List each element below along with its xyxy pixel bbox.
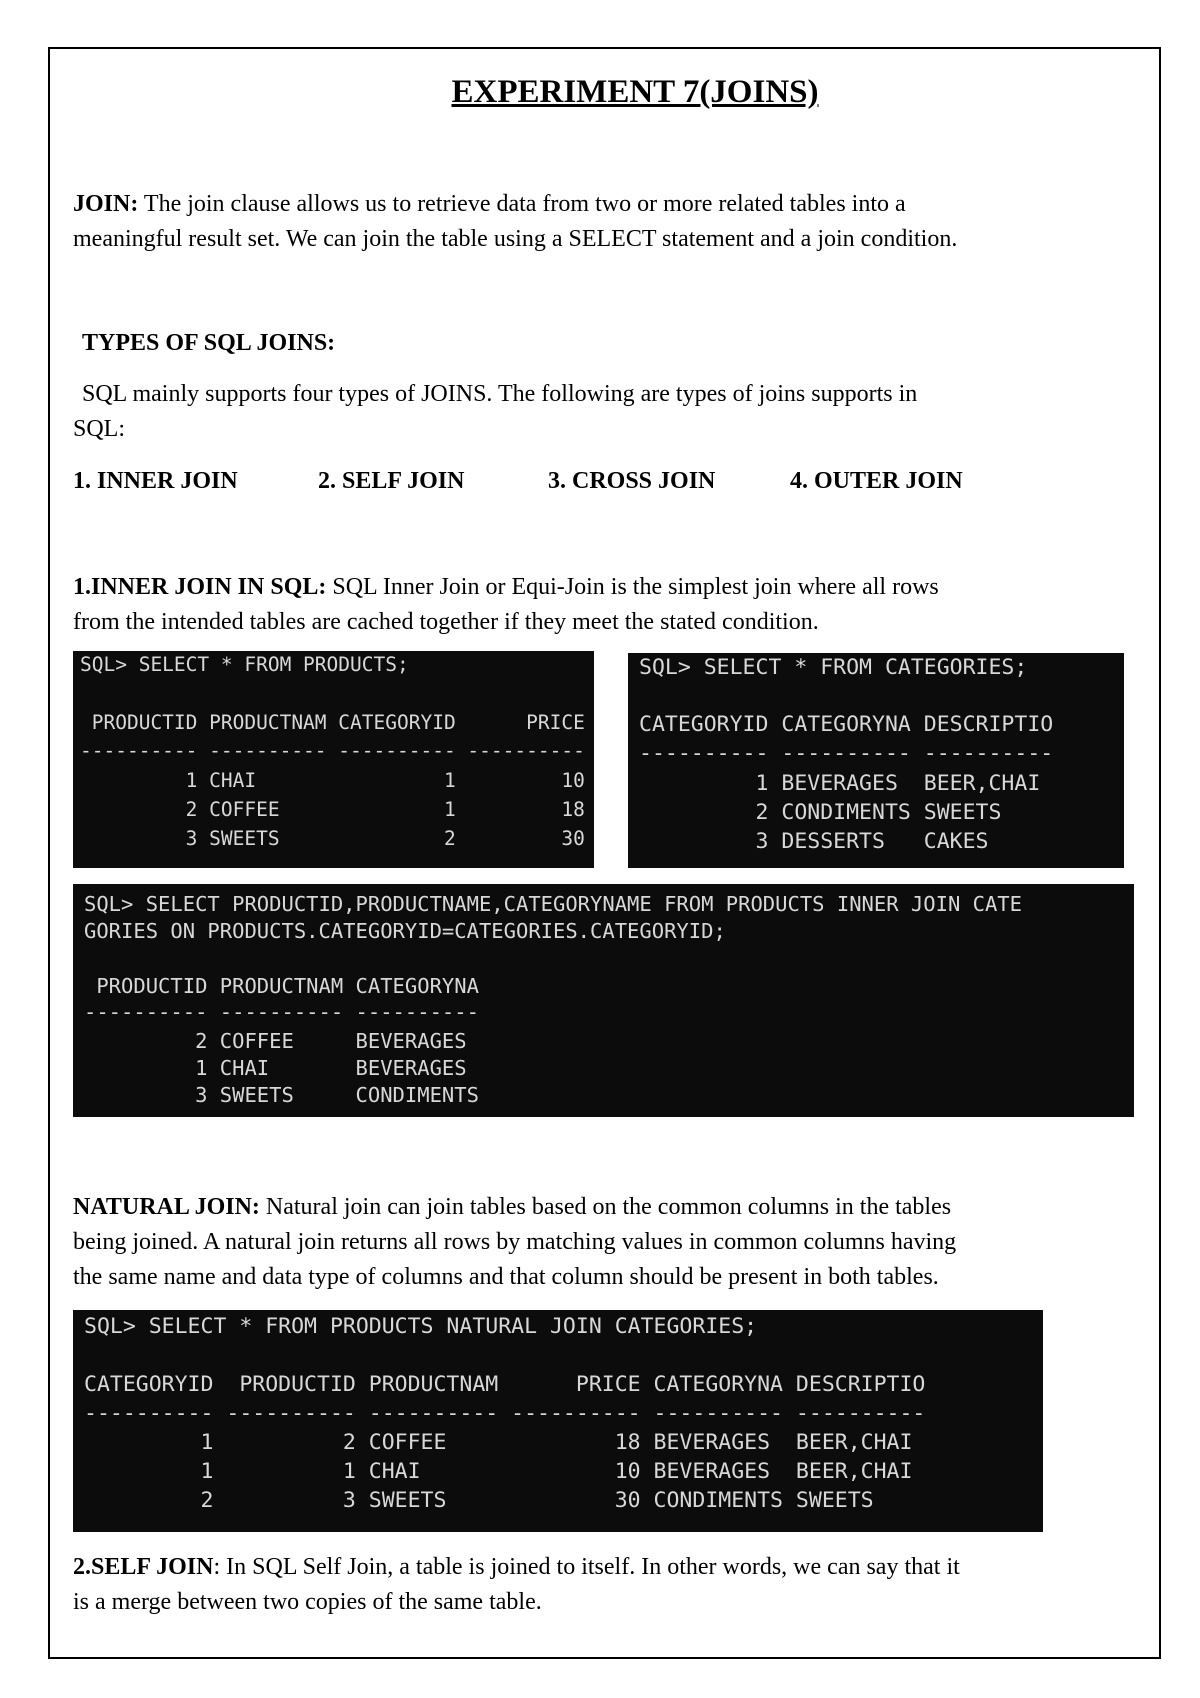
natural-label: NATURAL JOIN: <box>73 1194 260 1220</box>
join-type-item: 3. CROSS JOIN <box>548 468 716 494</box>
terminal-line: 2 3 SWEETS 30 CONDIMENTS SWEETS <box>84 1488 874 1513</box>
natural-text: Natural join can join tables based on the common columns in the tables <box>259 1194 952 1220</box>
join-text: The join clause allows us to retrieve data from two or more related tables into a <box>138 191 906 217</box>
terminal-line: SQL> SELECT PRODUCTID,PRODUCTNAME,CATEGORYNAME FROM PRODUCTS INNER JOIN CATE <box>84 892 1022 916</box>
terminal-line: 1 2 COFFEE 18 BEVERAGES BEER,CHAI <box>84 1430 913 1455</box>
terminal-line: SQL> SELECT * FROM PRODUCTS NATURAL JOIN CATEGORIES; <box>84 1314 758 1339</box>
terminal-line: 2 COFFEE BEVERAGES <box>84 1029 467 1053</box>
terminal-inner-join <box>73 884 1134 1117</box>
natural-paragraph-line1 <box>73 1190 951 1225</box>
terminal-line: PRODUCTID PRODUCTNAM CATEGORYID PRICE <box>80 711 585 734</box>
inner-text: SQL Inner Join or Equi-Join is the simplest join where all rows <box>326 574 939 600</box>
terminal-line: 2 CONDIMENTS SWEETS <box>639 800 1002 825</box>
join-type-item: 2. SELF JOIN <box>318 468 465 494</box>
terminal-line: GORIES ON PRODUCTS.CATEGORYID=CATEGORIES.CATEGORYID; <box>84 919 726 943</box>
inner-paragraph-line1 <box>73 570 939 605</box>
terminal-line: 3 SWEETS CONDIMENTS <box>84 1083 479 1107</box>
terminal-products <box>73 651 594 868</box>
inner-paragraph-line2: from the intended tables are cached together if they meet the stated condition. <box>73 609 819 635</box>
natural-paragraph-line2: being joined. A natural join returns all rows by matching values in common columns having <box>73 1229 957 1255</box>
terminal-line: 2 COFFEE 1 18 <box>80 798 585 821</box>
terminal-line: SQL> SELECT * FROM PRODUCTS; <box>80 653 409 676</box>
terminal-line: ---------- ---------- ---------- <box>639 741 1054 766</box>
join-type-item: 4. OUTER JOIN <box>790 468 963 494</box>
terminal-line: ---------- ---------- ---------- ---------- <box>80 739 585 762</box>
terminal-line: 1 CHAI BEVERAGES <box>84 1056 467 1080</box>
terminal-line: ---------- ---------- ---------- ---------- ---------- ---------- <box>84 1401 926 1426</box>
types-intro-line2: SQL: <box>73 416 126 442</box>
terminal-line: 1 CHAI 1 10 <box>80 769 585 792</box>
self-label: 2.SELF JOIN <box>73 1554 214 1580</box>
terminal-line: ---------- ---------- ---------- <box>84 1000 479 1024</box>
terminal-line: PRODUCTID PRODUCTNAM CATEGORYNA <box>84 974 479 998</box>
self-paragraph-line2: is a merge between two copies of the same table. <box>73 1589 542 1615</box>
terminal-line: CATEGORYID PRODUCTID PRODUCTNAM PRICE CATEGORYNA DESCRIPTIO <box>84 1372 926 1397</box>
join-label: JOIN: <box>73 191 139 217</box>
types-intro-line1: SQL mainly supports four types of JOINS. The following are types of joins supports in <box>82 381 918 407</box>
terminal-categories <box>628 653 1124 868</box>
types-heading: TYPES OF SQL JOINS: <box>82 330 336 356</box>
page-title: EXPERIMENT 7(JOINS) <box>451 74 819 110</box>
join-paragraph-line1 <box>73 187 906 222</box>
join-type-item: 1. INNER JOIN <box>73 468 238 494</box>
terminal-line: SQL> SELECT * FROM CATEGORIES; <box>639 655 1028 680</box>
terminal-line: 3 SWEETS 2 30 <box>80 827 585 850</box>
natural-paragraph-line3: the same name and data type of columns and that column should be present in both tables. <box>73 1264 939 1290</box>
terminal-line: CATEGORYID CATEGORYNA DESCRIPTIO <box>639 712 1054 737</box>
self-paragraph-line1 <box>73 1550 960 1585</box>
self-text: : In SQL Self Join, a table is joined to itself. In other words, we can say that it <box>213 1554 960 1580</box>
terminal-natural-join <box>73 1310 1043 1532</box>
terminal-line: 3 DESSERTS CAKES <box>639 829 989 854</box>
join-paragraph-line2: meaningful result set. We can join the table using a SELECT statement and a join condition. <box>73 226 958 252</box>
terminal-line: 1 BEVERAGES BEER,CHAI <box>639 771 1041 796</box>
inner-label: 1.INNER JOIN IN SQL: <box>73 574 327 600</box>
terminal-line: 1 1 CHAI 10 BEVERAGES BEER,CHAI <box>84 1459 913 1484</box>
